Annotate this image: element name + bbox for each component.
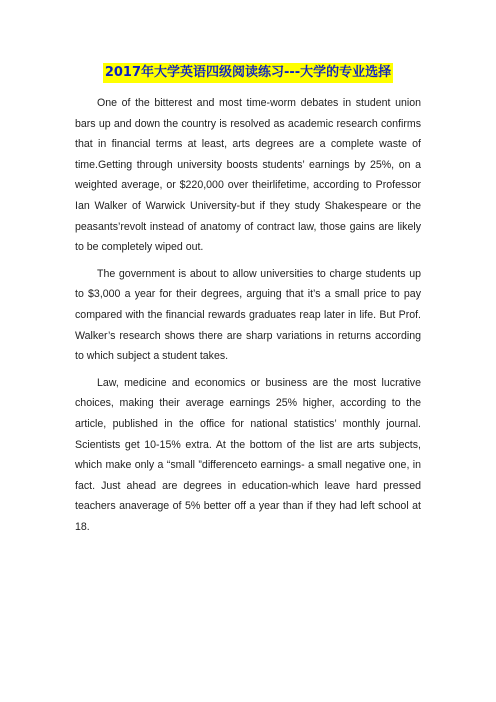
document-title: 2017年大学英语四级阅读练习---大学的专业选择 bbox=[103, 63, 393, 83]
paragraph-1: One of the bitterest and most time-worm debates in student union bars up and down the country is resolved as academic research confirms that in financial terms at least, arts degrees are a complete waste of time.Getting through university boosts students’ earnings by 25%, on a weighted average, or $220,000 over theirlifetime, according to Professor Ian Walker of Warwick University-but if they study Shakespeare or the peasants’revolt instead of anatomy of contract law, those gains are likely to be completely wiped out. bbox=[75, 97, 421, 254]
paragraph-3: Law, medicine and economics or business are the most lucrative choices, making their average earnings 25% higher, according to the article, published in the office for national statistics’ monthly journal. Scientists get 10-15% extra. At the bottom of the list are arts subjects, which make only a “small ”differenceto earnings- a small negative one, in fact. Just ahead are degrees in education-which leave hard pressed teachers anaverage of 5% better off a year than if they had left school at 18. bbox=[75, 376, 421, 533]
paragraph-2: The government is about to allow universities to charge students up to $3,000 a year for their degrees, arguing that it’s a small price to pay compared with the financial rewards graduates reap later in life. But Prof. Walker’s research shows there are sharp variations in returns according to which subject a student takes. bbox=[75, 267, 421, 363]
title-container bbox=[0, 63, 496, 83]
article-body bbox=[75, 93, 421, 543]
